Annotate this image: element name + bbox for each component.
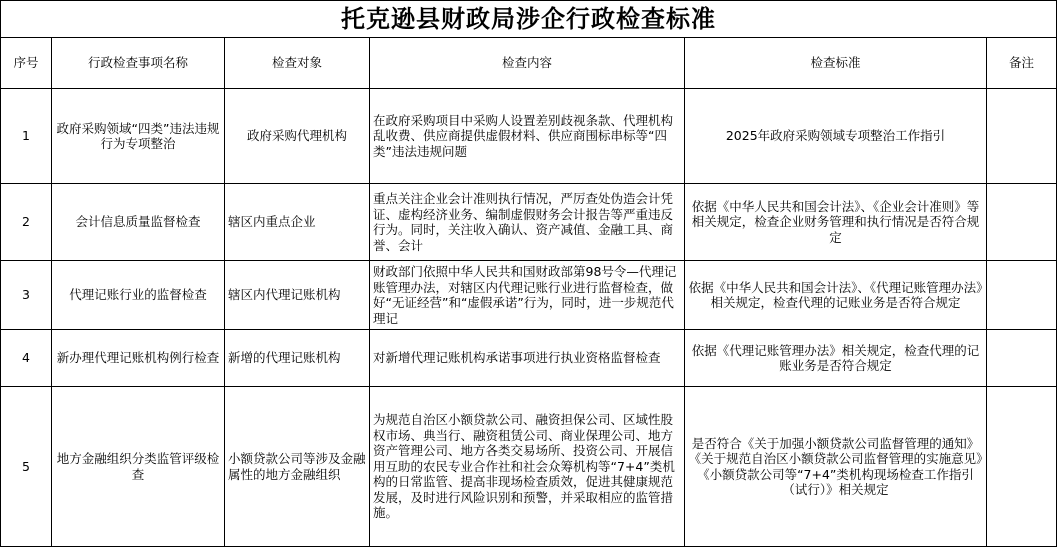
cell-seq: 5	[1, 387, 52, 547]
cell-content-wrap	[370, 261, 685, 330]
header-remark: 备注	[987, 38, 1057, 89]
header-row	[1, 38, 1057, 89]
header-standard: 检查标准	[685, 38, 987, 89]
cell-item-name: 代理记账行业的监督检查	[52, 261, 225, 330]
cell-remark	[987, 330, 1057, 387]
cell-standard: 依据《中华人民共和国会计法》、《代理记账管理办法》相关规定，检查代理的记账业务是否符合规定	[685, 261, 987, 330]
cell-target: 新增的代理记账机构	[225, 330, 370, 387]
cell-item-name: 政府采购领域“四类”违法违规行为专项整治	[52, 89, 225, 184]
table-row	[1, 184, 1057, 261]
cell-seq: 3	[1, 261, 52, 330]
cell-seq: 2	[1, 184, 52, 261]
cell-standard: 是否符合《关于加强小额贷款公司监督管理的通知》《关于规范自治区小额贷款公司监督管理的实施意见》《小额贷款公司等“7+4”类机构现场检查工作指引（试行）》相关规定	[685, 387, 987, 547]
cell-standard: 依据《代理记账管理办法》相关规定，检查代理的记账业务是否符合规定	[685, 330, 987, 387]
table-title: 托克逊县财政局涉企行政检查标准	[1, 1, 1057, 38]
cell-remark	[987, 387, 1057, 547]
cell-remark	[987, 261, 1057, 330]
cell-target: 小额贷款公司等涉及金融属性的地方金融组织	[225, 387, 370, 547]
cell-item-name: 新办理代理记账机构例行检查	[52, 330, 225, 387]
cell-standard: 2025年政府采购领域专项整治工作指引	[685, 89, 987, 184]
cell-content-wrap	[370, 184, 685, 261]
cell-item-name: 地方金融组织分类监管评级检查	[52, 387, 225, 547]
table-row	[1, 387, 1057, 547]
cell-target: 辖区内重点企业	[225, 184, 370, 261]
cell-seq: 4	[1, 330, 52, 387]
cell-item-name: 会计信息质量监督检查	[52, 184, 225, 261]
table-row	[1, 261, 1057, 330]
cell-content: 在政府采购项目中采购人设置差别歧视条款、代理机构乱收费、供应商提供虚假材料、供应商围标串标等“四类”违法违规问题	[370, 89, 685, 184]
cell-content: 财政部门依照中华人民共和国财政部第98号令—代理记账管理办法，对辖区内代理记账行业进行监督检查，做好“无证经营”和“虚假承诺”行为，同时，进一步规范代理记	[373, 264, 677, 326]
table-row	[1, 89, 1057, 184]
header-content: 检查内容	[370, 38, 685, 89]
cell-target: 辖区内代理记账机构	[225, 261, 370, 330]
cell-content: 对新增代理记账机构承诺事项进行执业资格监督检查	[370, 330, 685, 387]
header-seq: 序号	[1, 38, 52, 89]
cell-content: 为规范自治区小额贷款公司、融资担保公司、区域性股权市场、典当行、融资租赁公司、商业保理公司、地方资产管理公司、地方各类交易场所、投资公司、开展信用互助的农民专业合作社和社会众筹机构等“7+4”类机构的日常监管、提高非现场检查质效，促进其健康规范发展，及时进行风险识别和预警，并采取相应的监管措施。	[370, 387, 685, 547]
header-target: 检查对象	[225, 38, 370, 89]
header-item-name: 行政检查事项名称	[52, 38, 225, 89]
table-row	[1, 330, 1057, 387]
cell-content: 重点关注企业会计准则执行情况，严厉查处伪造会计凭证、虚构经济业务、编制虚假财务会计报告等严重违反行为。同时，关注收入确认、资产减值、金融工具、商誉、会计	[373, 191, 674, 253]
title-row	[1, 1, 1057, 38]
cell-seq: 1	[1, 89, 52, 184]
cell-target: 政府采购代理机构	[225, 89, 370, 184]
cell-remark	[987, 89, 1057, 184]
cell-standard: 依据《中华人民共和国会计法》、《企业会计准则》等相关规定，检查企业财务管理和执行情况是否符合规定	[685, 184, 987, 261]
cell-remark	[987, 184, 1057, 261]
